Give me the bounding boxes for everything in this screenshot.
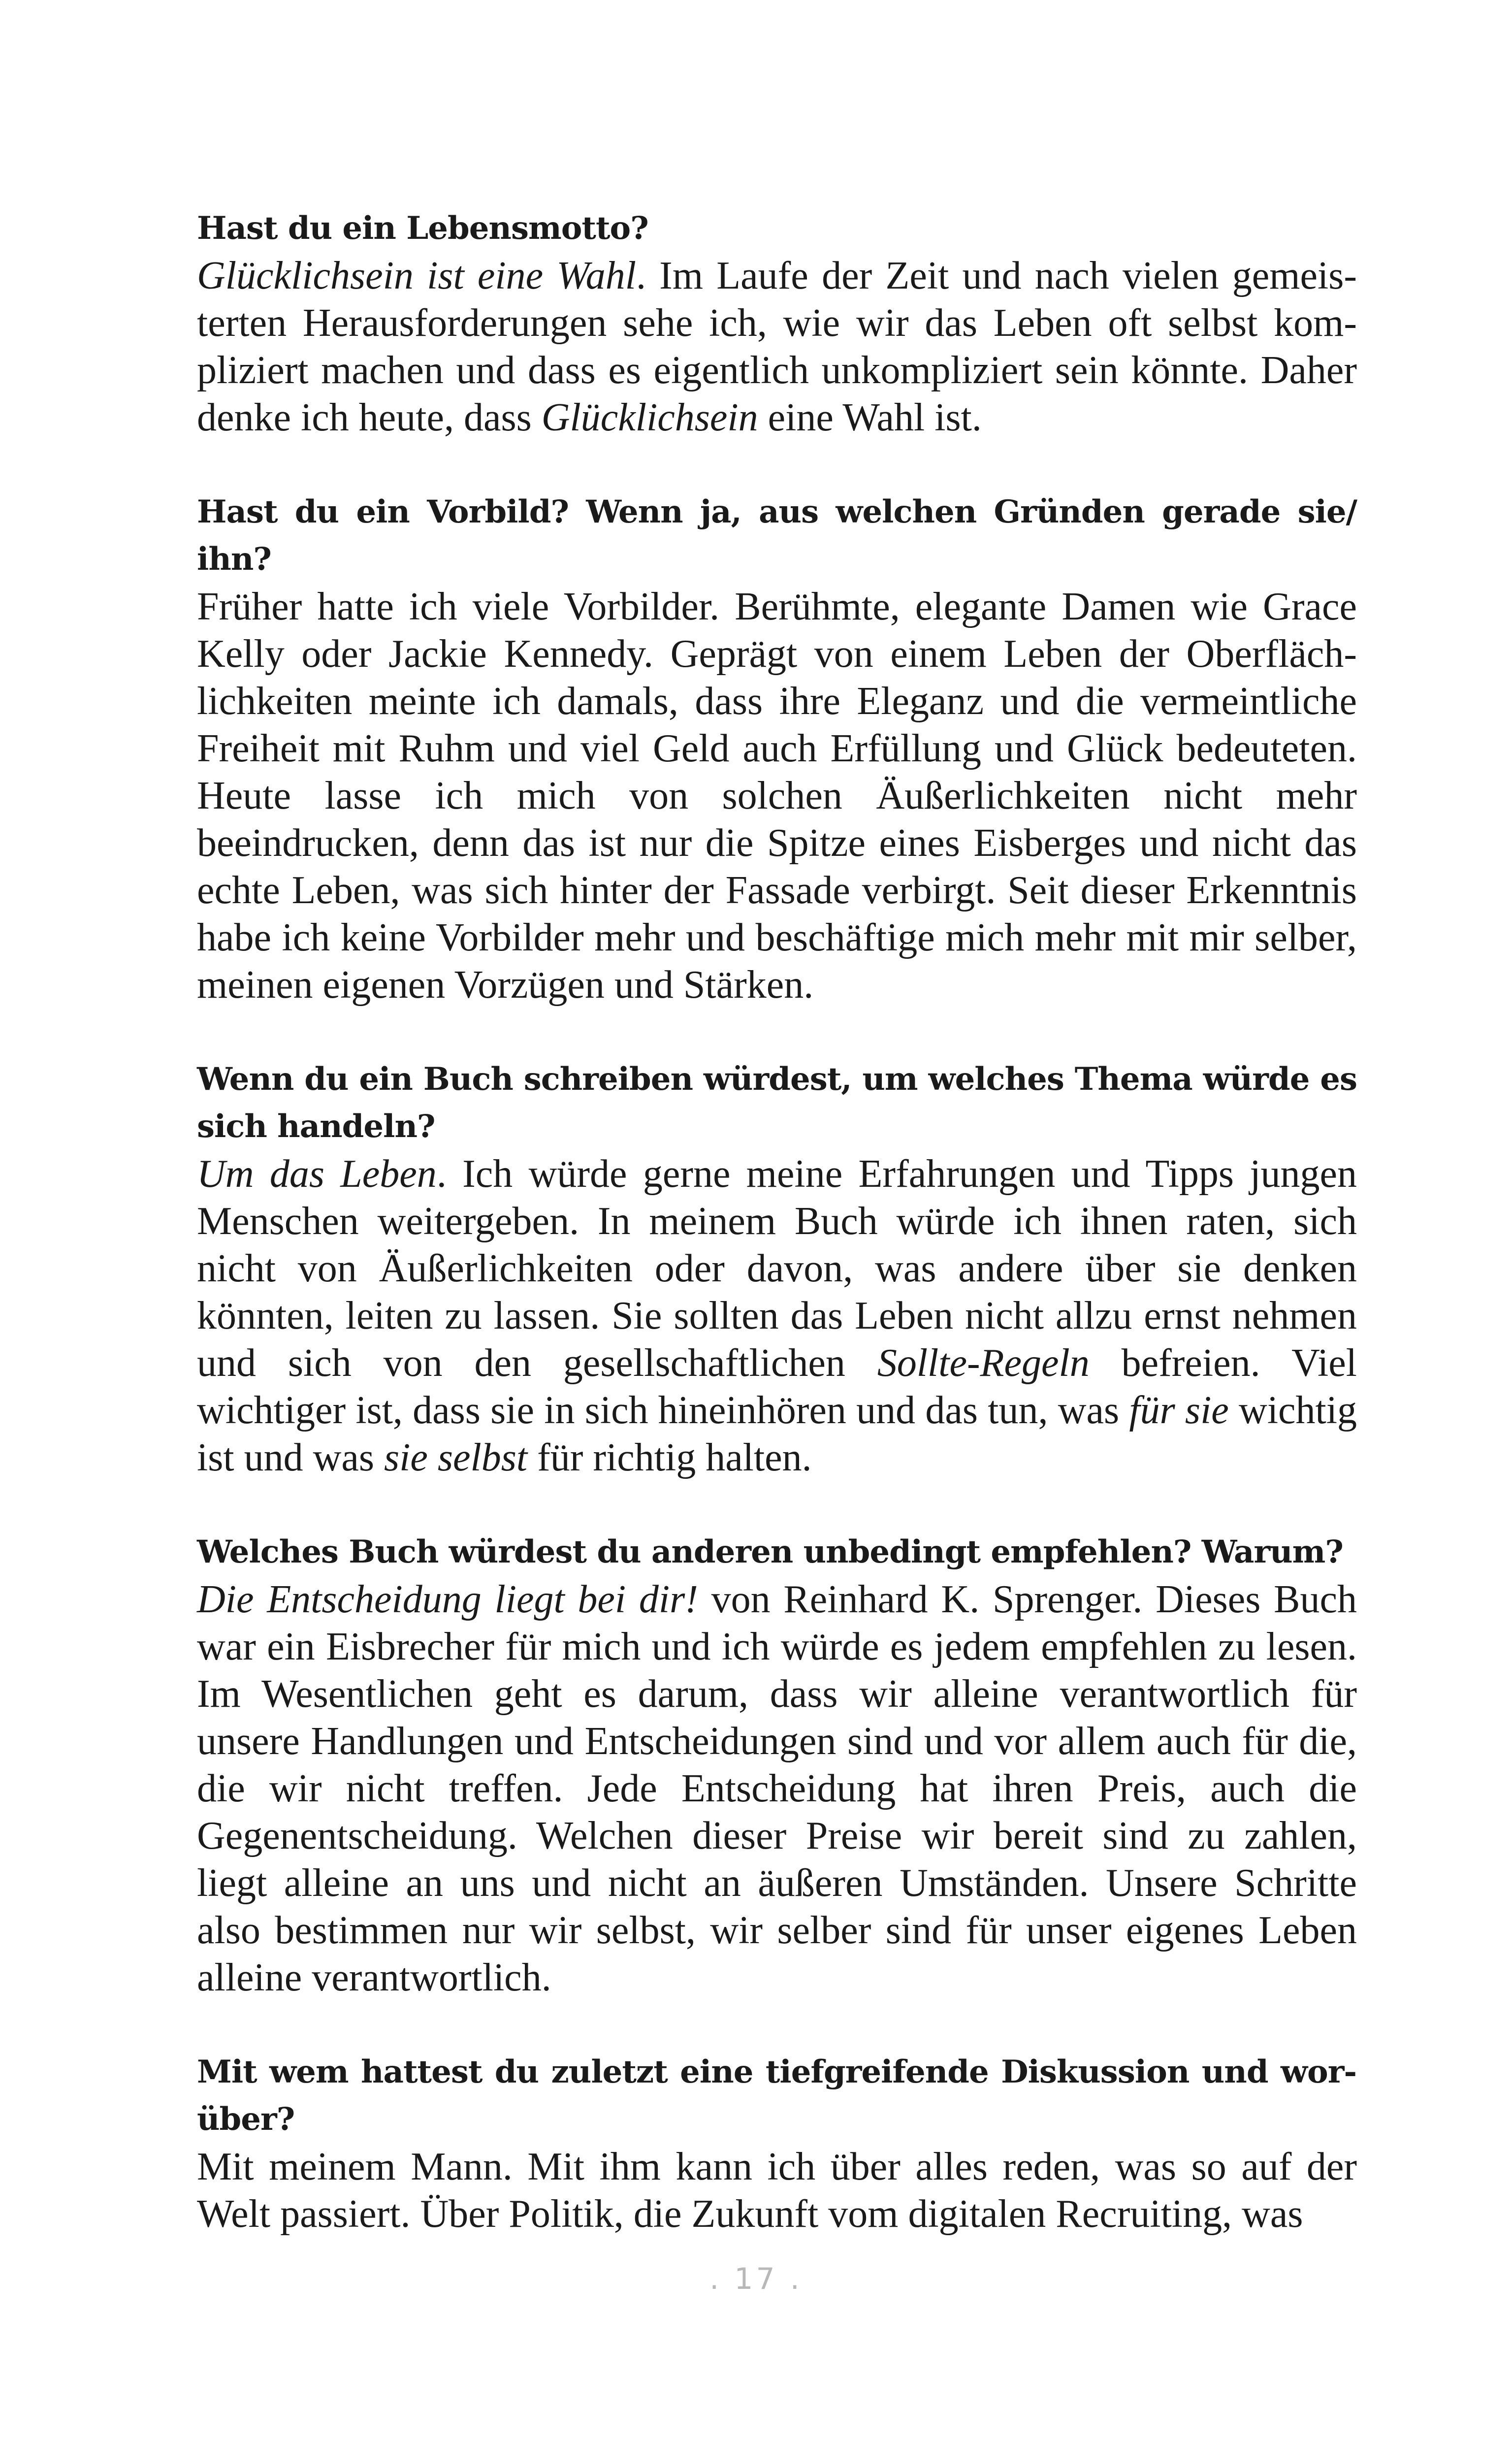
question-heading: Welches Buch würdest du anderen unbedingt empfehlen? Warum? xyxy=(197,1533,1343,1570)
qa-section xyxy=(197,489,1357,1009)
answer-paragraph xyxy=(197,583,1357,1009)
qa-section xyxy=(197,1056,1357,1481)
body-text: Mit meinem Mann. Mit ihm kann ich über alles reden, was so auf der Welt passiert. Über Politik, die Zukunft vom digitalen Recruiting, was xyxy=(197,2145,1357,2236)
emphasis-text: Glücklichsein ist eine Wahl xyxy=(197,254,636,297)
page-number: . 17 . xyxy=(709,2262,803,2296)
body-text: eine Wahl ist. xyxy=(758,396,982,439)
body-text: wichtig ist und was xyxy=(197,1389,1357,1479)
body-text: Früher hatte ich viele Vorbilder. Berühmte, elegante Damen wie Grace Kelly oder Jackie Kennedy. Geprägt von einem Leben der Oberflächlichkeiten meinte ich damals, dass ihre Eleganz und die vermeintliche Freiheit mit Ruhm und viel Geld auch Erfüllung und Glück bedeuteten. Heute lasse ich mich von solchen Äußerlichkeiten nicht mehr beeindrucken, denn das ist nur die Spitze eines Eisberges und nicht das echte Leben, was sich hinter der Fassade verbirgt. Seit dieser Erkenntnis habe ich keine Vorbilder mehr und beschäftige mich mehr mit mir selber, meinen eigenen Vorzügen und Stärken. xyxy=(197,585,1357,1007)
emphasis-text: Um das Leben xyxy=(197,1152,437,1196)
question-heading: Mit wem hattest du zuletzt eine tiefgreifende Diskussion und worüber? xyxy=(197,2053,1357,2138)
body-text: . Im Laufe der Zeit und nach vielen gemeisterten Herausforderungen sehe ich, wie wir das Leben oft selbst kompliziert machen und dass es eigentlich unkompliziert sein könnte. Daher denke ich heute, dass xyxy=(197,254,1357,439)
emphasis-text: Glücklichsein xyxy=(541,396,758,439)
body-text: für richtig halten. xyxy=(527,1436,812,1479)
body-text: von Reinhard K. Sprenger. Dieses Buch war ein Eisbrecher für mich und ich würde es jedem empfehlen zu lesen. Im Wesentlichen geht es darum, dass wir alleine verantwortlich für unsere Handlungen und Entscheidungen sind und vor allem auch für die, die wir nicht treffen. Jede Entscheidung hat ihren Preis, auch die Gegenentscheidung. Welchen dieser Preise wir bereit sind zu zahlen, liegt alleine an uns und nicht an äußeren Umständen. Unsere Schritte also bestimmen nur wir selbst, wir selber sind für unser eigenes Leben alleine verantwortlich. xyxy=(197,1578,1357,1999)
body-text: . Ich würde gerne meine Erfahrungen und Tipps jungen Menschen weitergeben. In meinem Buch würde ich ihnen raten, sich nicht von Äußerlichkeiten oder davon, was andere über sie denken könnten, leiten zu lassen. Sie sollten das Leben nicht allzu ernst nehmen und sich von den gesellschaftlichen xyxy=(197,1152,1357,1385)
question-heading: Wenn du ein Buch schreiben würdest, um welches Thema würde es sich handeln? xyxy=(197,1061,1357,1145)
qa-section xyxy=(197,2049,1357,2238)
question-heading: Hast du ein Vorbild? Wenn ja, aus welchen Gründen gerade sie/ ihn? xyxy=(197,493,1357,578)
answer-paragraph xyxy=(197,252,1357,441)
answer-paragraph xyxy=(197,1150,1357,1481)
body-text: befreien. Viel wichtiger ist, dass sie in sich hineinhören und das tun, was xyxy=(197,1341,1357,1432)
question-heading: Hast du ein Lebensmotto? xyxy=(197,210,648,247)
qa-section xyxy=(197,1529,1357,2001)
emphasis-text: Die Entscheidung liegt bei dir! xyxy=(197,1578,698,1621)
emphasis-text: für sie xyxy=(1129,1389,1229,1432)
answer-paragraph xyxy=(197,1576,1357,2001)
emphasis-text: sie selbst xyxy=(384,1436,528,1479)
qa-section xyxy=(197,205,1357,441)
answer-paragraph xyxy=(197,2143,1357,2238)
emphasis-text: Sollte-Regeln xyxy=(877,1341,1090,1385)
page-body xyxy=(197,205,1357,2285)
